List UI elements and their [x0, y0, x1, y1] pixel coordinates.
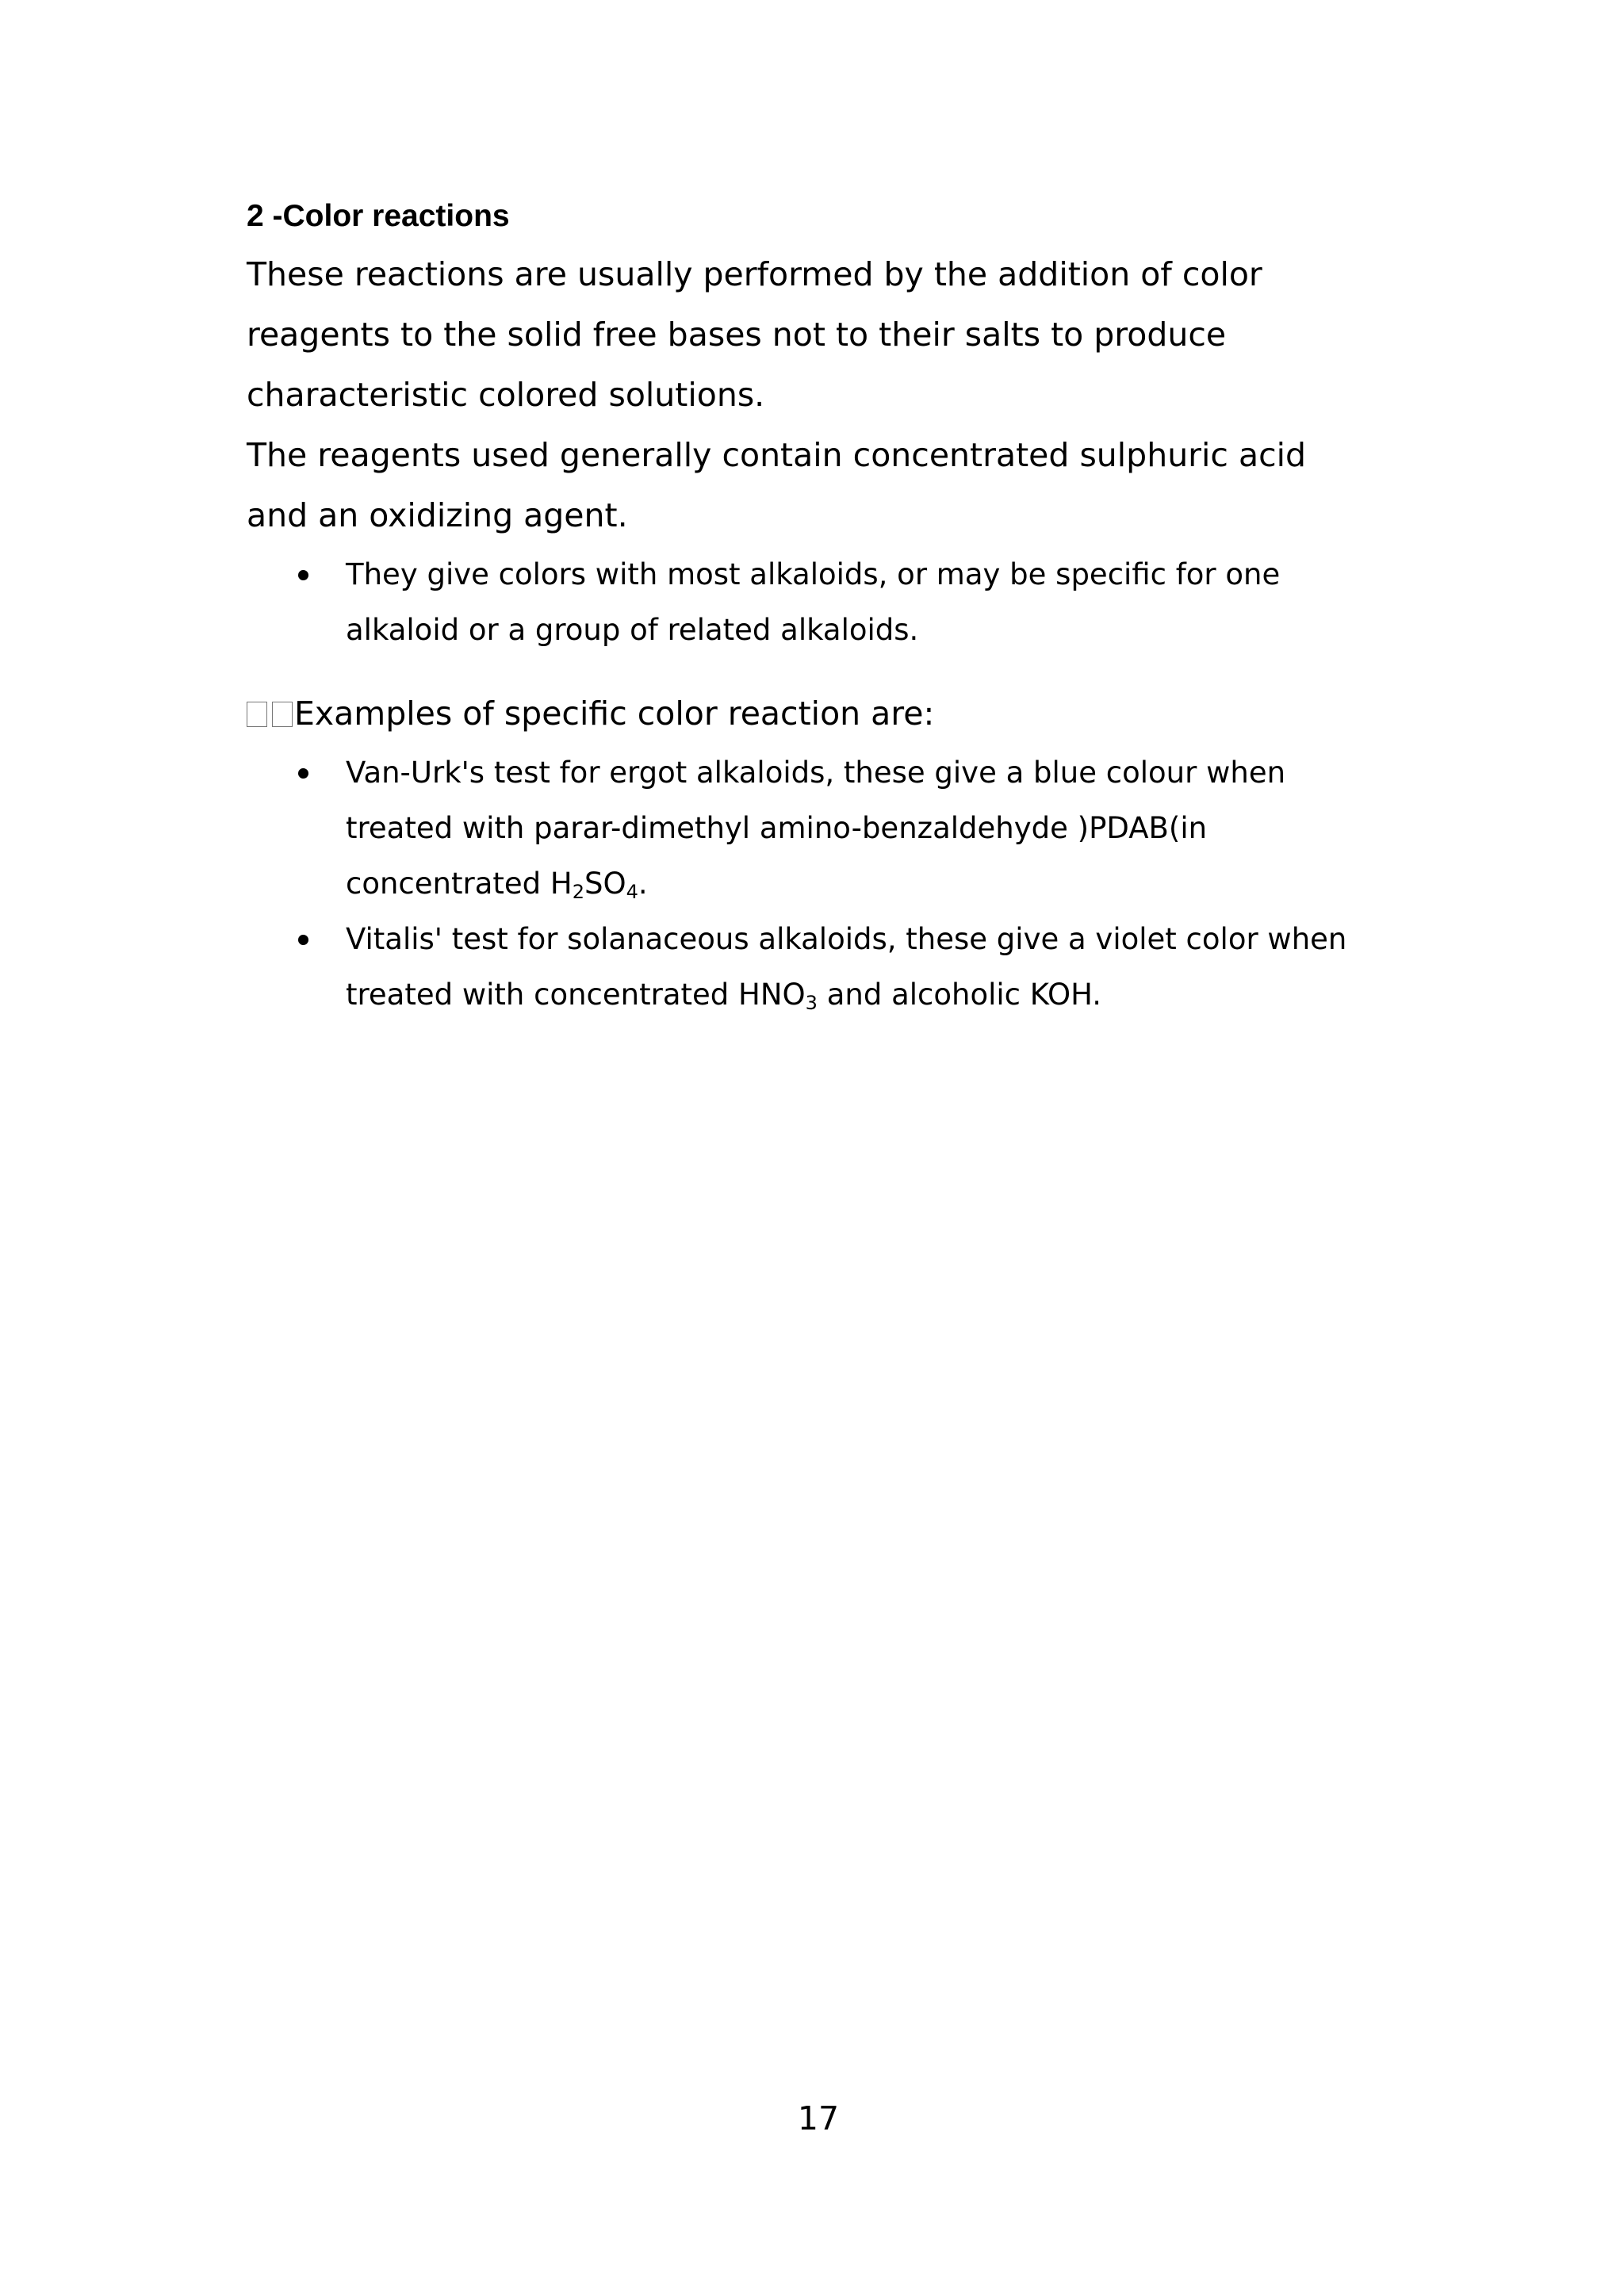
- list-item: [247, 912, 1346, 1023]
- vitali-line-2: [346, 967, 1346, 1023]
- examples-intro-text: Examples of specific color reaction are:: [294, 695, 935, 733]
- general-bullet-list: [247, 547, 1280, 658]
- list-item: [247, 547, 1280, 658]
- missing-glyph-icon: [247, 702, 267, 727]
- vitali-line-2-prefix: treated with concentrated HNO: [346, 978, 806, 1012]
- examples-bullet-list: [247, 745, 1346, 1023]
- general-bullet-line-2: alkaloid or a group of related alkaloids.: [346, 613, 919, 647]
- page-number: 17: [797, 2099, 840, 2137]
- bullet-icon: [298, 935, 308, 945]
- intro-line-1: These reactions are usually performed by the addition of color: [247, 255, 1262, 293]
- list-item: [247, 745, 1346, 912]
- van-urk-line-3-suffix: .: [638, 867, 648, 901]
- vitali-line-1: Vitalis' test for solanaceous alkaloids, these give a violet color when: [346, 922, 1347, 956]
- reagents-paragraph: [247, 425, 1306, 545]
- reagents-line-2: and an oxidizing agent.: [247, 496, 628, 534]
- bullet-icon: [298, 570, 308, 580]
- examples-intro: [247, 683, 934, 744]
- intro-line-3: characteristic colored solutions.: [247, 376, 765, 414]
- intro-line-2: reagents to the solid free bases not to their salts to produce: [247, 316, 1227, 354]
- general-bullet-line-1: They give colors with most alkaloids, or may be specific for one: [346, 557, 1281, 591]
- vitali-line-2-suffix: and alcoholic KOH.: [817, 978, 1102, 1012]
- intro-paragraph: [247, 244, 1262, 425]
- bullet-icon: [298, 768, 308, 779]
- section-heading: 2 -Color reactions: [247, 199, 510, 233]
- reagents-line-1: The reagents used generally contain concentrated sulphuric acid: [247, 436, 1307, 474]
- van-urk-line-1: Van-Urk's test for ergot alkaloids, these give a blue colour when: [346, 756, 1286, 790]
- missing-glyph-icon: [272, 702, 293, 727]
- subscript: 3: [805, 992, 818, 1014]
- van-urk-line-3-mid: SO: [584, 867, 626, 901]
- van-urk-line-3: [346, 856, 1346, 912]
- subscript: 4: [626, 881, 638, 903]
- van-urk-line-3-prefix: concentrated H: [346, 867, 573, 901]
- subscript: 2: [572, 881, 585, 903]
- van-urk-line-2: treated with parar-dimethyl amino-benzaldehyde )PDAB(in: [346, 811, 1208, 845]
